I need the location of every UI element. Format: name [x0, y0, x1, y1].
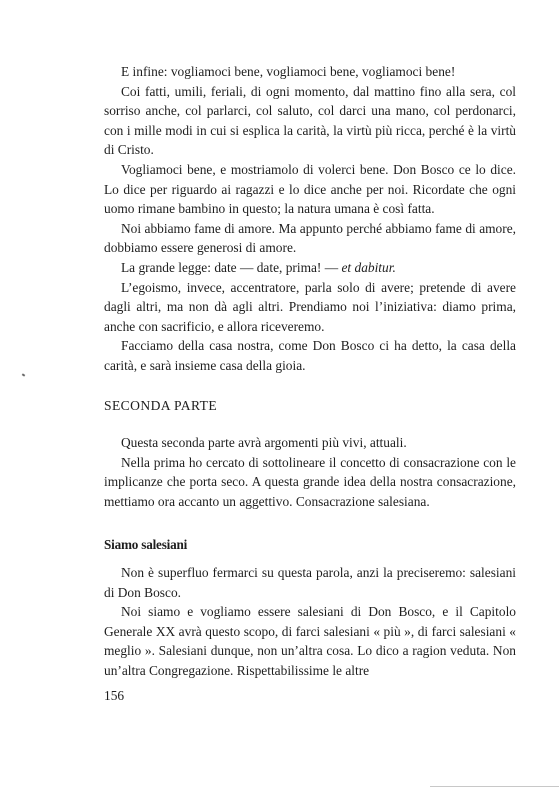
- page-number: 156: [104, 688, 125, 703]
- paragraph: Non è superfluo fermarci su questa parola, anzi la preciseremo: salesiani di Don Bosco.: [104, 565, 516, 600]
- scan-edge-line: [430, 786, 559, 787]
- paragraph: L’egoismo, invece, accentratore, parla solo di avere; pretende di avere dagli altri, ma non dà agli altri. Prendiamo noi l’iniziativa: diamo prima, anche con sacrificio, e allora riceveremo.: [104, 279, 516, 334]
- latin-phrase: et dabitur.: [341, 259, 396, 275]
- paragraph: Vogliamoci bene, e mostriamolo di volerci bene. Don Bosco ce lo dice. Lo dice per riguardo ai ragazzi e lo dice anche per noi. Ricordate che ogni uomo rimane bambino in questo; la natura umana è così fatta.: [104, 161, 516, 217]
- section-heading: SECONDA PARTE: [104, 398, 218, 413]
- text-block-salesians: [104, 563, 516, 681]
- text-block-second-part: [104, 433, 516, 511]
- subheading: Siamo salesiani: [104, 537, 188, 552]
- paragraph: Nella prima ho cercato di sottolineare il concetto di consacrazione con le implicanze che porta seco. A questa grande idea della nostra consacrazione, mettiamo ora accanto un aggettivo. Consacrazione salesiana.: [104, 454, 516, 509]
- paragraph: Noi siamo e vogliamo essere salesiani di Don Bosco, e il Capitolo Generale XX avrà questo scopo, di farci salesiani « più », di farci salesiani « meglio ». Salesiani dunque, non un’altra cosa. Lo dico a ragion veduta. Non un’altra Congregazione. Rispettabilissime le altre: [104, 604, 516, 678]
- page-body: [104, 0, 516, 794]
- text-block-love: [104, 62, 516, 376]
- paragraph: Facciamo della casa nostra, come Don Bosco ci ha detto, la casa della carità, e sarà insieme casa della gioia.: [104, 338, 516, 373]
- paragraph: Noi abbiamo fame di amore. Ma appunto perché abbiamo fame di amore, dobbiamo essere generosi di amore.: [104, 220, 516, 256]
- paragraph: Coi fatti, umili, feriali, di ogni momento, dal mattino fino alla sera, col sorriso anche, col parlarci, col saluto, col darci una mano, col perdonarci, con i mille modi in cui si esplica la carità, la virtù più ricca, perché è la virtù di Cristo.: [104, 83, 516, 158]
- paragraph: [104, 258, 516, 278]
- paragraph: E infine: vogliamoci bene, vogliamoci bene, vogliamoci bene!: [121, 64, 456, 79]
- paragraph-text: La grande legge: date — date, prima! —: [121, 259, 342, 275]
- paragraph: Questa seconda parte avrà argomenti più vivi, attuali.: [121, 435, 407, 450]
- stray-mark: [22, 373, 26, 376]
